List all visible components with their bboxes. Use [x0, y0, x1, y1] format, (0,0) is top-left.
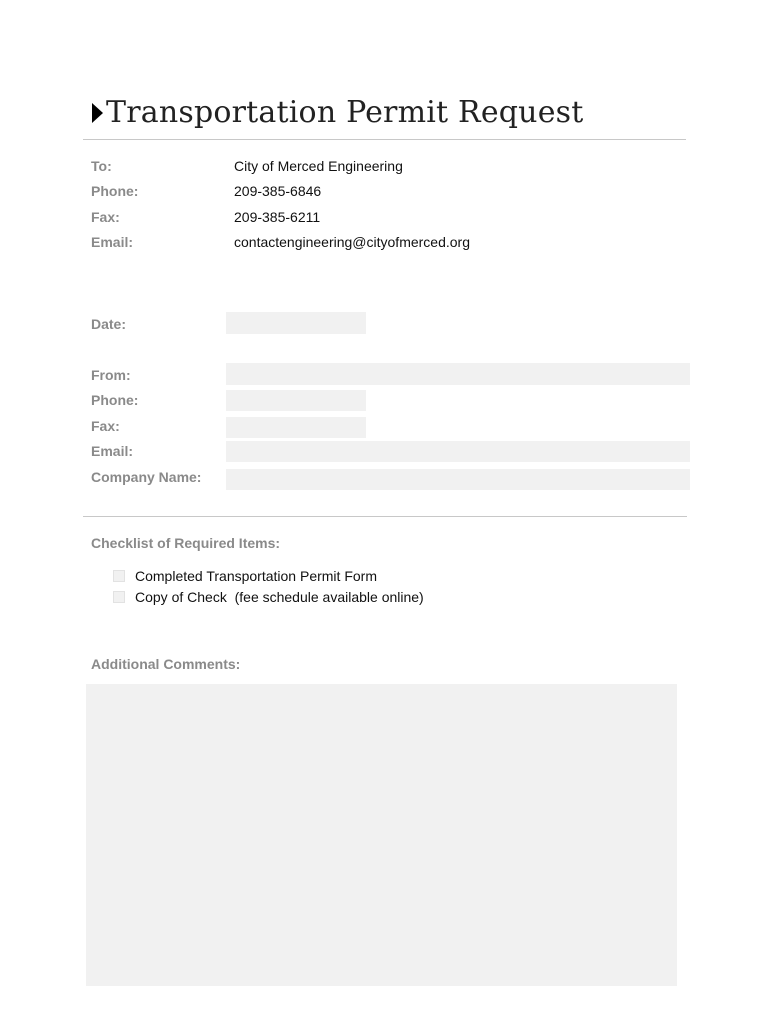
section-divider — [83, 516, 687, 517]
recipient-phone-label: Phone: — [91, 183, 139, 199]
recipient-fax-value: 209-385-6211 — [234, 209, 321, 225]
date-label: Date: — [91, 316, 127, 332]
comments-textarea[interactable] — [86, 684, 677, 986]
company-name-label: Company Name: — [91, 469, 202, 485]
checkbox[interactable] — [113, 570, 125, 582]
checklist-item-label: Completed Transportation Permit Form — [135, 568, 377, 584]
checkbox[interactable] — [113, 591, 125, 603]
checklist-item[interactable] — [113, 588, 424, 606]
sender-fax-field[interactable] — [226, 417, 366, 438]
title-divider — [83, 139, 686, 140]
recipient-email-label: Email: — [91, 234, 134, 250]
comments-heading: Additional Comments: — [91, 656, 241, 672]
sender-phone-field[interactable] — [226, 390, 366, 411]
from-label: From: — [91, 367, 131, 383]
page-title-row — [92, 92, 584, 132]
from-field[interactable] — [226, 363, 690, 385]
sender-fax-label: Fax: — [91, 418, 120, 434]
triangle-right-icon — [92, 103, 103, 123]
sender-email-field[interactable] — [226, 441, 690, 462]
date-field[interactable] — [226, 312, 366, 334]
company-name-field[interactable] — [226, 469, 690, 490]
checklist-item-label: Copy of Check (fee schedule available online) — [135, 589, 424, 605]
checklist-item[interactable] — [113, 567, 377, 585]
page-title: Transportation Permit Request — [106, 94, 584, 130]
to-label: To: — [91, 158, 112, 174]
sender-phone-label: Phone: — [91, 392, 139, 408]
checklist-heading: Checklist of Required Items: — [91, 535, 281, 551]
recipient-fax-label: Fax: — [91, 209, 120, 225]
recipient-email-value: contactengineering@cityofmerced.org — [234, 234, 471, 250]
sender-email-label: Email: — [91, 443, 134, 459]
to-value: City of Merced Engineering — [234, 158, 403, 174]
recipient-phone-value: 209-385-6846 — [234, 183, 322, 199]
